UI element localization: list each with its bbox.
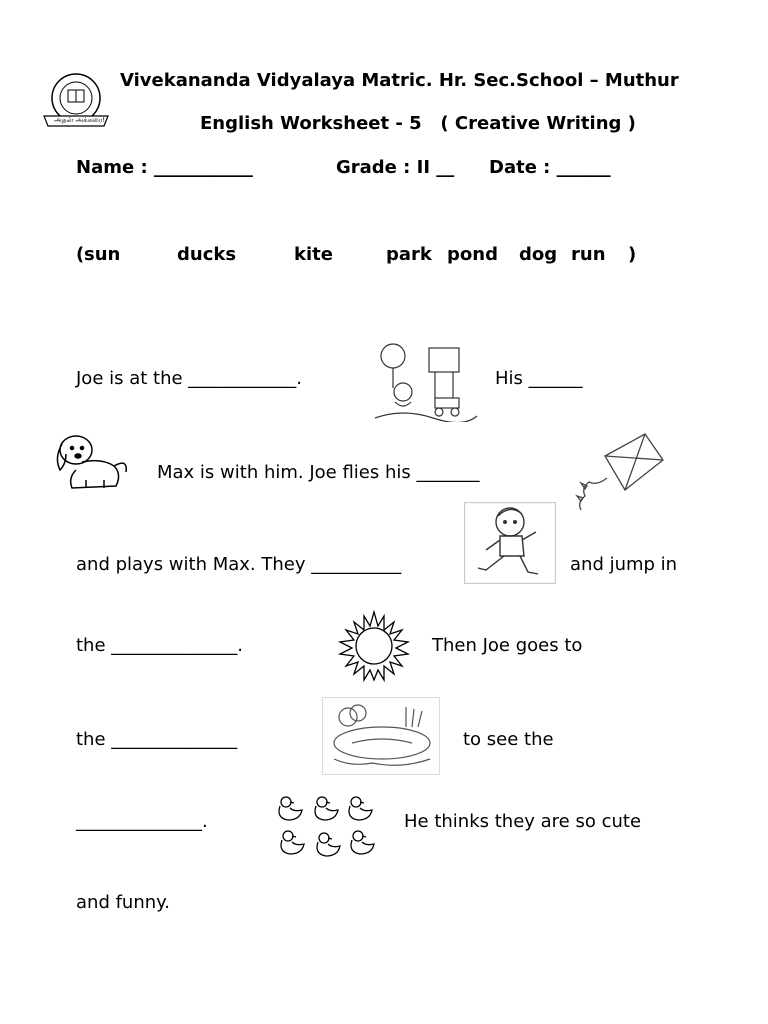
word-bank-open-paren: ( xyxy=(76,244,85,265)
word-bank-word: park xyxy=(386,244,432,265)
word-bank-word: run xyxy=(571,244,606,265)
park-picture xyxy=(373,338,479,422)
story-line-3a: and plays with Max. They __________ xyxy=(76,554,402,575)
date-field: Date : ______ xyxy=(489,157,611,178)
pond-picture xyxy=(322,697,440,775)
word-bank-word: kite xyxy=(294,244,333,265)
story-line-6a: ______________. xyxy=(76,811,208,832)
story-line-1a: Joe is at the ____________. xyxy=(76,368,303,389)
word-bank-word: dog xyxy=(519,244,558,265)
grade-field: Grade : II __ xyxy=(336,157,455,178)
logo-banner-text: அதன் அக்கரை! xyxy=(54,116,106,124)
story-line-4a: the ______________. xyxy=(76,635,243,656)
story-line-5b: to see the xyxy=(463,729,554,750)
story-line-5a: the ______________ xyxy=(76,729,238,750)
story-line-6b: He thinks they are so cute xyxy=(404,811,642,832)
ducks-picture xyxy=(274,794,382,864)
school-name: Vivekananda Vidyalaya Matric. Hr. Sec.School – Muthur xyxy=(120,70,679,91)
story-line-3b: and jump in xyxy=(570,554,678,575)
name-field: Name : ___________ xyxy=(76,157,253,178)
story-line-7: and funny. xyxy=(76,892,170,913)
story-line-2: Max is with him. Joe flies his _______ xyxy=(157,462,480,483)
word-bank-close-paren: ) xyxy=(628,244,637,265)
worksheet-title: English Worksheet - 5 ( Creative Writing ) xyxy=(200,113,636,134)
dog-picture xyxy=(52,430,134,494)
story-line-4b: Then Joe goes to xyxy=(432,635,583,656)
sun-picture xyxy=(336,608,412,684)
word-bank-word: ducks xyxy=(177,244,237,265)
kite-picture xyxy=(567,430,667,514)
running-boy-picture xyxy=(464,502,556,584)
story-line-1b: His ______ xyxy=(495,368,583,389)
word-bank-word: sun xyxy=(84,244,121,265)
school-logo xyxy=(36,72,116,128)
word-bank-word: pond xyxy=(447,244,498,265)
